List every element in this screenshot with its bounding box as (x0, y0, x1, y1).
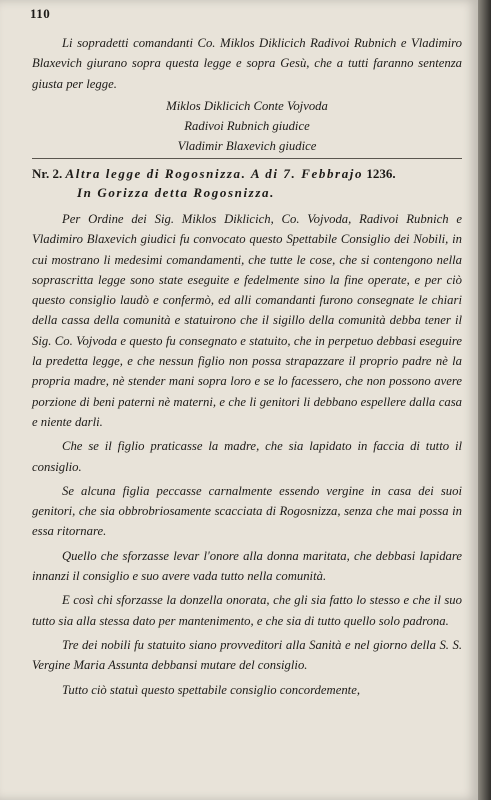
page-number: 110 (30, 6, 51, 21)
heading-number: Nr. 2. (32, 166, 63, 181)
heading-place: In Gorizza detta Rogosnizza. (77, 185, 275, 200)
page-edge-shadow (478, 0, 491, 800)
signatory-3: Vladimir Blaxevich giudice (177, 139, 317, 153)
signatory-1: Miklos Diklicich Conte Vojvoda (166, 99, 328, 113)
paragraph-4: Quello che sforzasse levar l'onore alla donna maritata, che debbasi lapidare innanzi il consiglio e suo avere vada tutto nella comunità. (32, 548, 462, 584)
law-text (32, 209, 462, 700)
paragraph-7: Tutto ciò statuì questo spettabile consiglio concordemente, (62, 682, 361, 697)
section-divider (32, 158, 462, 159)
paragraph-3: Se alcuna figlia peccasse carnalmente essendo vergine in casa dei suoi genitori, che sia obbrobriosamente scacciata di Rogosnizza, senza che mai possa in essa ritornare. (32, 483, 462, 539)
law-heading (32, 164, 464, 202)
intro-block (32, 33, 462, 94)
paragraph-6: Tre dei nobili fu statuito siano provveditori alla Sanità e nel giorno della S. S. Vergine Maria Assunta debbansi mutare del consiglio. (32, 637, 462, 673)
signatory-2: Radivoi Rubnich giudice (184, 119, 310, 133)
paragraph-2: Che se il figlio praticasse la madre, che sia lapidato in faccia di tutto il consiglio. (32, 439, 462, 474)
intro-paragraph: Li sopradetti comandanti Co. Miklos Diklicich Radivoi Rubnich e Vladimiro Blaxevich giurano sopra questa legge e sopra Gesù, che a tutti faranno sentenza giusta per legge. (32, 36, 462, 91)
paragraph-5: E così chi sforzasse la donzella onorata, che gli sia fatto lo stesso e che il suo tutto sia alla stessa dato per mantenimento, e che sia di tutto quello solo padrona. (32, 593, 462, 628)
heading-year: 1236. (366, 166, 396, 181)
signatories (32, 96, 462, 156)
paragraph-1: Per Ordine dei Sig. Miklos Diklicich, Co. Vojvoda, Radivoi Rubnich e Vladimiro Blaxevich giudici fu convocato questo Spettabile Consiglio dei Nobili, in cui mostrano li medesimi comandamenti, che tutte le cose, che si contengono nella soprascritta legge sono state eseguite e fedelmente sino la fine operate, e per ciò questo consiglio laudò e confermò, ed alli comandanti furono consegnate le chiari della cassa della comunità e statuirono che il sigillo della comunità debba tener il Sig. Co. Vojvoda e questo fu consegnato e statuito, che in perpetuo debbasi eseguire la predetta legge, e che nessun figlio non possa strapazzare il proprio padre nè la propria madre, nè stender mani sopra loro e se lo facessero, che non possono avere porzione di beni paterni nè materni, e che li genitori li debbano espellere dalla casa e niente darli. (32, 212, 462, 429)
heading-title: Altra legge di Rogosnizza. A di 7. Febbrajo (65, 166, 364, 181)
